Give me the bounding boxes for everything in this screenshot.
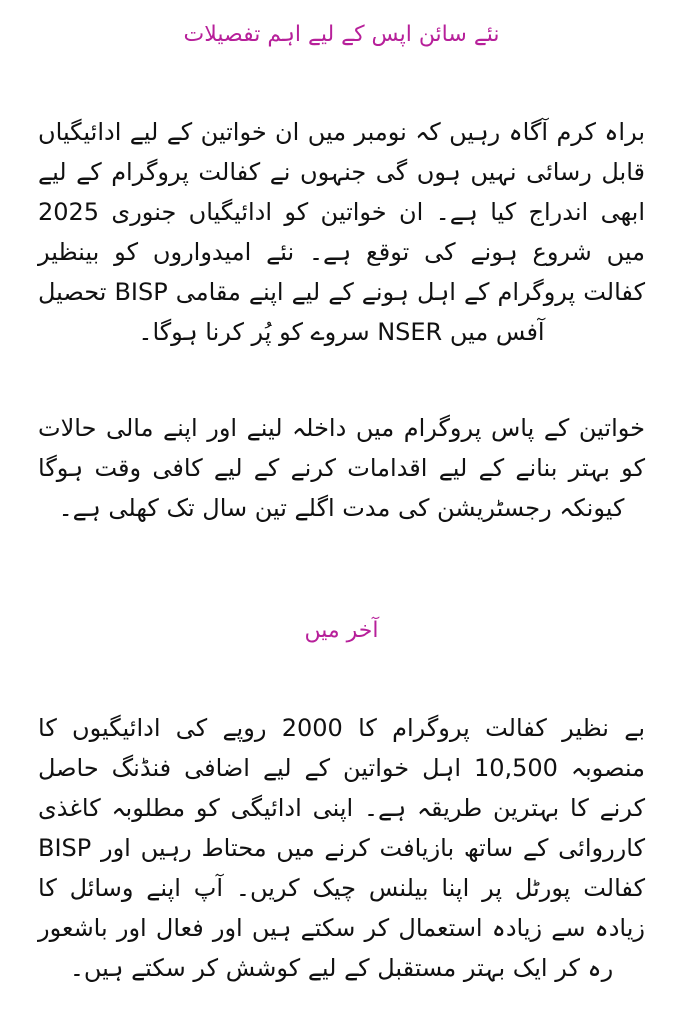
paragraph-conclusion: بے نظیر کفالت پروگرام کا 2000 روپے کی ادائیگیوں کا منصوبہ 10,500 اہل خواتین کے لیے اضافی فنڈنگ حاصل کرنے کا بہترین طریقہ ہے۔ اپنی ادائیگی کو مطلوبہ کاغذی کارروائی کے ساتھ بازیافت کرنے میں محتاط رہیں اور BISP کفالت پورٹل پر اپنا بیلنس چیک کریں۔ آپ اپنے وسائل کا زیادہ سے زیادہ استعمال کر سکتے ہیں اور فعال اور باشعور رہ کر ایک بہتر مستقبل کے لیے کوشش کر سکتے ہیں۔ xyxy=(38,714,645,982)
section-heading-new-signups: نئے سائن اپس کے لیے اہم تفصیلات xyxy=(183,22,500,47)
paragraph-registration-period: خواتین کے پاس پروگرام میں داخلہ لینے اور اپنے مالی حالات کو بہتر بنانے کے لیے اقدامات کرنے کے لیے کافی وقت ہوگا کیونکہ رجسٹریشن کی مدت اگلے تین سال تک کھلی ہے۔ xyxy=(38,414,645,522)
section-heading-conclusion: آخر میں xyxy=(304,618,379,643)
paragraph-payment-availability: براہ کرم آگاہ رہیں کہ نومبر میں ان خواتین کے لیے ادائیگیاں قابل رسائی نہیں ہوں گی جنہوں نے کفالت پروگرام کے لیے ابھی اندراج کیا ہے۔ ان خواتین کو ادائیگیاں جنوری 2025 میں شروع ہونے کی توقع ہے۔ نئے امیدواروں کو بینظیر کفالت پروگرام کے اہل ہونے کے لیے اپنے مقامی BISP تحصیل آفس میں NSER سروے کو پُر کرنا ہوگا۔ xyxy=(38,118,645,346)
